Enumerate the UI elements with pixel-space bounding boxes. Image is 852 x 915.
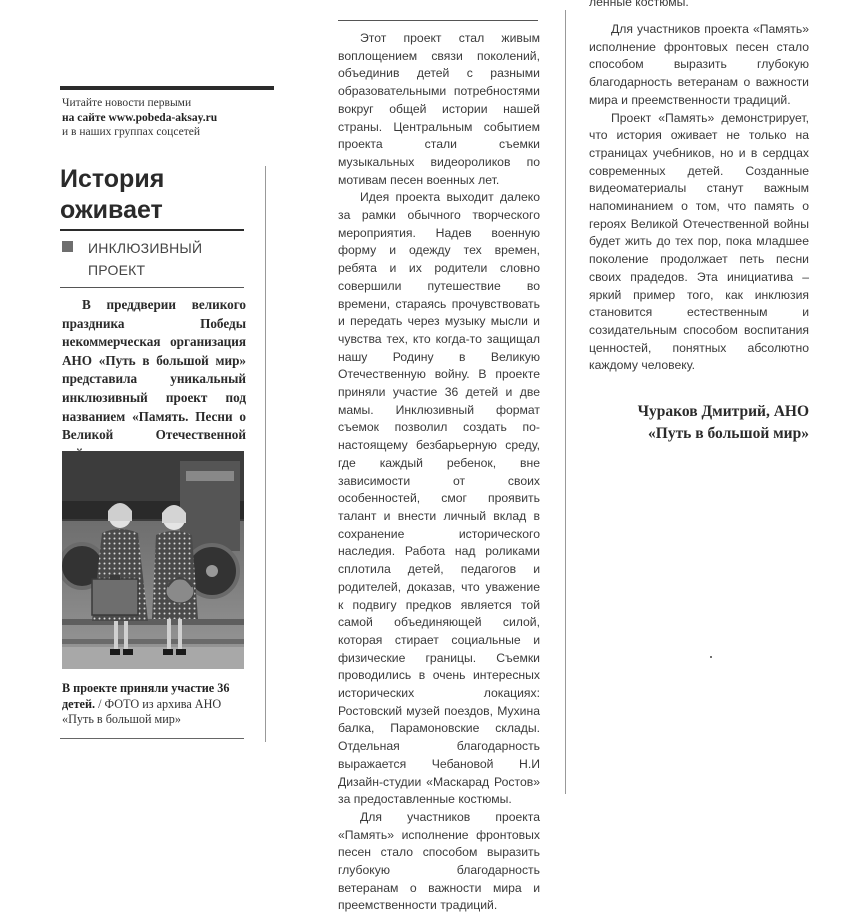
column-divider [265, 166, 266, 742]
caption-credit: / ФОТО из архива АНО «Путь в большой мир» [62, 696, 222, 726]
article-lead: В преддверии великого праздника Победы некоммерческая организация АНО «Путь в большой мир» представила уникальный инклюзивный проект под названием «Память. Песни о Великой Отечественной [62, 297, 246, 443]
rubric-line-1: ИНКЛЮЗИВНЫЙ [88, 240, 203, 256]
rubric-line-2: ПРОЕКТ [88, 262, 146, 278]
title-rule [60, 229, 244, 231]
photo-caption [62, 681, 248, 728]
article-body-column-2 [338, 30, 540, 915]
title-line-2: оживает [60, 196, 163, 224]
article-photo [62, 451, 244, 669]
title-line-1: История [60, 165, 165, 193]
body-paragraph: Для участников проекта «Память» исполнение фронтовых песен стало способом выразить глубокую благодарность ветеранам о важности мира и преемственности традиций. [589, 22, 809, 107]
body-paragraph: Идея проекта выходит далеко за рамки обычного творческого мероприятия. Надев военную форму и одежду тех времен, ребята и их родители словно совершили путешествие во времени, стараясь прочувствовать и передать через музыку мысли и чувства тех, кто когда-то защищал нашу Родину в Великую Отечественную войну. В проекте приняли участие 36 детей и две мамы. Инклюзивный формат съемок позволил создать по-настоящему безбарьерную среду, где каждый ребенок, вне зависимости от своих особенностей, смог проявить талант и внести личный вклад в сохранение исторического наследия. Работа над роликами сплотила детей, педагогов и родителей, доказав, что уважение к подвигу предков является той самой объединяющей силой, которая стирает социальные и физические границы. Съемки проводились в очень интересных исторических локациях: Ростовский музей поездов, Мухина балка, Парамоновские склады. Отдельная благодарность выражается Чебановой Н.И Дизайн-студии «Маскарад Ростов» за предоставленные костюмы. [338, 190, 540, 807]
column-divider [565, 10, 566, 794]
column-3-fragment: ленные костюмы. [589, 0, 689, 9]
column-top-rule [338, 20, 538, 21]
body-paragraph: Этот проект стал живым воплощением связи поколений, объединив детей с разными образовательными потребностями вокруг общей истории нашей страны. Центральным событием проекта стали съемки музыкальных видеороликов по мотивам песен военных лет. [338, 31, 540, 187]
signature-line-2: «Путь в большой мир» [648, 425, 809, 442]
header-rule [60, 86, 274, 90]
rubric-rule [60, 287, 244, 288]
body-paragraph: Проект «Память» демонстрирует, что история оживает не только на страницах учебников, но и в сердцах современных детей. Созданные видеоматериалы станут важным напоминанием о том, что память о героях Великой Отечественной войны будет жить до тех пор, пока младшее поколение продолжает петь песни своих прадедов. Эта инициатива – яркий пример того, как инклюзия становится естественным и созидательным способом воспитания ценностей, понятных абсолютно каждому человеку. [589, 110, 809, 373]
promo-line-1: Читайте новости первыми [62, 97, 192, 109]
photo-illustration [62, 451, 244, 669]
rubric-square-icon [62, 241, 73, 252]
promo-block [62, 96, 276, 140]
signature-line-1: Чураков Дмитрий, АНО [637, 403, 809, 420]
print-speck [710, 656, 712, 658]
article-body-column-3 [589, 21, 809, 375]
rubric [88, 237, 248, 281]
article-title [60, 164, 260, 226]
promo-line-3: и в наших группах соцсетей [62, 126, 200, 138]
promo-line-2[interactable]: на сайте www.pobeda-aksay.ru [62, 111, 218, 124]
caption-text: В проекте приняли участие 36 детей. [62, 681, 230, 711]
author-signature [589, 401, 809, 445]
caption-rule [60, 738, 244, 739]
body-paragraph: Для участников проекта «Память» исполнение фронтовых песен стало способом выразить глубокую благодарность ветеранам о важности мира и преемственности традиций. [338, 809, 540, 913]
